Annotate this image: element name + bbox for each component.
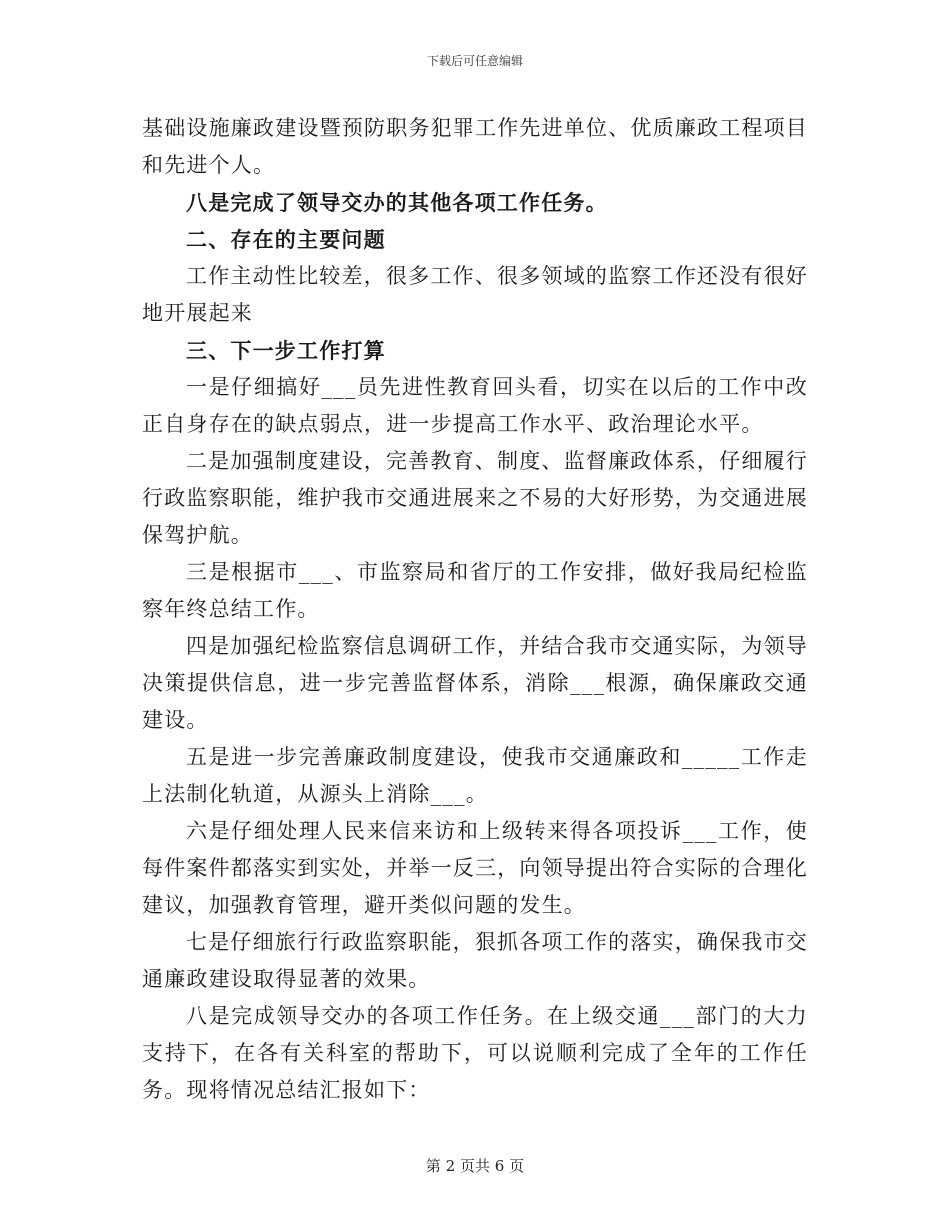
- paragraph: 三是根据市___、市监察局和省厅的工作安排，做好我局纪检监察年终总结工作。: [142, 560, 808, 621]
- paragraph: 工作主动性比较差，很多工作、很多领域的监察工作还没有很好地开展起来: [142, 264, 808, 325]
- page-number: 第 2 页共 6 页: [425, 1157, 525, 1175]
- paragraph: 基础设施廉政建设暨预防职务犯罪工作先进单位、优质廉政工程项目和先进个人。: [142, 116, 808, 177]
- paragraph: 六是仔细处理人民来信来访和上级转来得各项投诉___工作，使每件案件都落实到实处，并举一反三，向领导提出符合实际的合理化建议，加强教育管理，避开类似问题的发生。: [142, 819, 808, 917]
- paragraph: 七是仔细旅行行政监察职能，狠抓各项工作的落实，确保我市交通廉政建设取得显著的效果。: [142, 930, 808, 991]
- page-header: 下载后可任意编辑: [426, 54, 523, 68]
- paragraph: 四是加强纪检监察信息调研工作，并结合我市交通实际，为领导决策提供信息，进一步完善监督体系，消除___根源，确保廉政交通建设。: [142, 634, 808, 732]
- paragraph: 八是完成了领导交办的其他各项工作任务。: [186, 190, 608, 215]
- paragraph: 二是加强制度建设，完善教育、制度、监督廉政体系，仔细履行行政监察职能，维护我市交通进展来之不易的大好形势，为交通进展保驾护航。: [142, 449, 808, 547]
- document-body: [142, 110, 808, 1109]
- paragraph: 一是仔细搞好___员先进性教育回头看，切实在以后的工作中改正自身存在的缺点弱点，进一步提高工作水平、政治理论水平。: [142, 375, 808, 436]
- paragraph: 五是进一步完善廉政制度建设，使我市交通廉政和_____工作走上法制化轨道，从源头上消除___。: [142, 745, 808, 806]
- section-heading: 二、存在的主要问题: [186, 227, 386, 252]
- paragraph: 八是完成领导交办的各项工作任务。在上级交通___部门的大力支持下，在各有关科室的帮助下，可以说顺利完成了全年的工作任务。现将情况总结汇报如下：: [142, 1004, 808, 1102]
- section-heading: 三、下一步工作打算: [186, 338, 386, 363]
